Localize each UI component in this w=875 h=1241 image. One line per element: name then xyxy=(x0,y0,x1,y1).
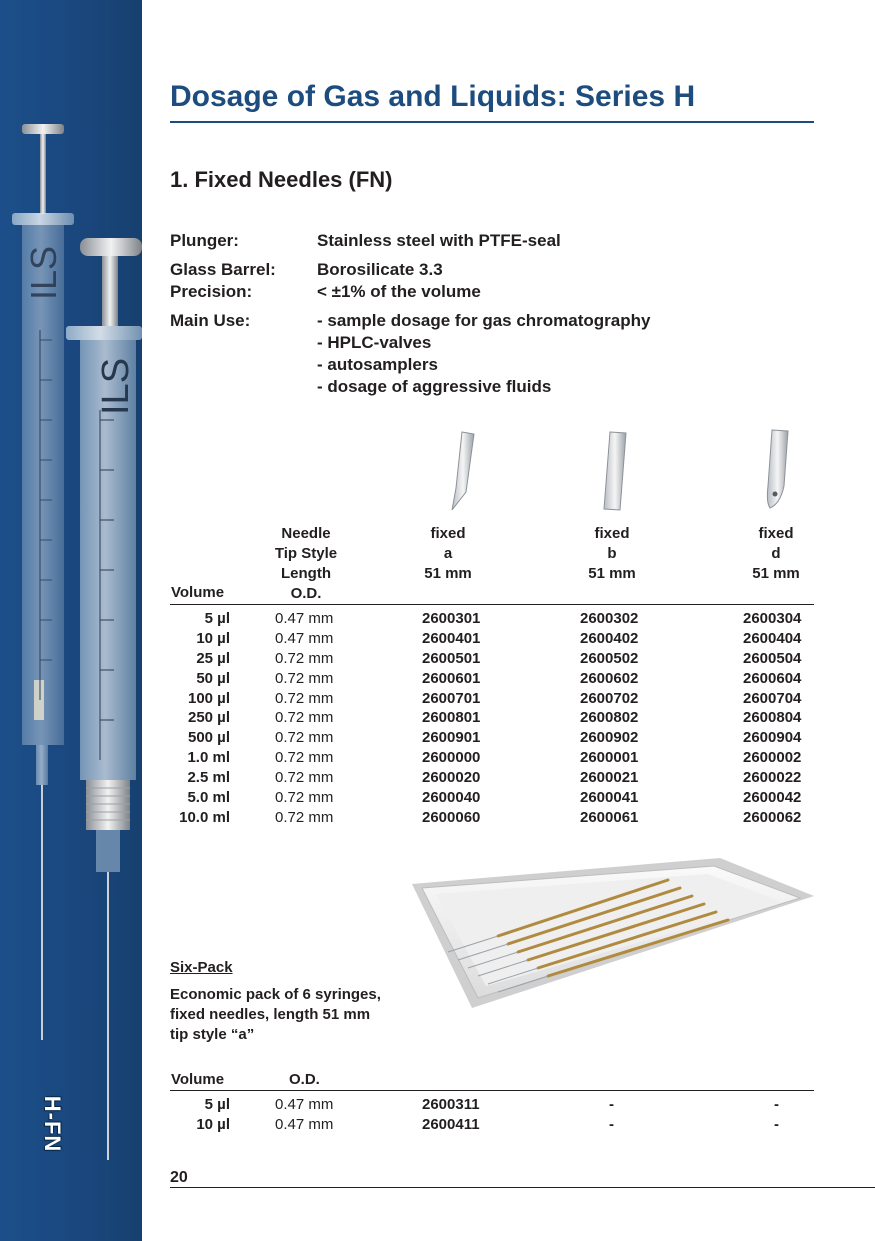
sidebar-band xyxy=(0,0,142,1241)
plunger-label: Plunger: xyxy=(170,231,239,250)
needle-header: Needle Tip Style Length O.D. xyxy=(274,525,338,602)
six-pack-desc: tip style “a” xyxy=(170,1026,255,1043)
series-label: H-FN xyxy=(40,1095,65,1153)
plunger-value: Stainless steel with PTFE-seal xyxy=(317,231,561,250)
col-a-header: fixed a 51 mm xyxy=(424,525,472,582)
svg-text:ILS: ILS xyxy=(95,357,137,415)
barrel-value: Borosilicate 3.3 xyxy=(317,260,443,279)
main-use-item: - autosamplers xyxy=(317,355,438,374)
main-use-label: Main Use: xyxy=(170,311,251,330)
syringe-illustration xyxy=(0,0,142,1241)
precision-value: < ±1% of the volume xyxy=(317,282,481,301)
main-use-item: - sample dosage for gas chromatography xyxy=(317,311,651,330)
six-pack-desc: Economic pack of 6 syringes, xyxy=(170,986,381,1003)
tip-style-d-icon xyxy=(762,428,792,510)
section-heading: 1. Fixed Needles (FN) xyxy=(170,167,393,192)
footer-divider xyxy=(170,1187,875,1188)
title-divider xyxy=(170,121,814,123)
table-divider xyxy=(170,604,814,605)
tip-style-b-icon xyxy=(600,430,630,512)
main-use-item: - HPLC-valves xyxy=(317,333,432,352)
tip-style-a-icon xyxy=(448,430,478,512)
six-pack-volume-header: Volume xyxy=(171,1071,225,1088)
precision-label: Precision: xyxy=(170,282,253,301)
col-d-header: fixed d 51 mm xyxy=(752,525,800,582)
page-number: 20 xyxy=(170,1169,188,1186)
volume-header: Volume xyxy=(171,584,225,601)
six-pack-title: Six-Pack xyxy=(170,959,233,976)
page-title: Dosage of Gas and Liquids: Series H xyxy=(170,80,696,113)
svg-text:ILS: ILS xyxy=(23,245,64,300)
six-pack-divider xyxy=(170,1090,814,1091)
six-pack-tray-image xyxy=(408,852,820,1012)
main-use-item: - dosage of aggressive fluids xyxy=(317,377,552,396)
six-pack-desc: fixed needles, length 51 mm xyxy=(170,1006,371,1023)
col-b-header: fixed b 51 mm xyxy=(588,525,636,582)
six-pack-od-header: O.D. xyxy=(289,1071,320,1088)
barrel-label: Glass Barrel: xyxy=(170,260,276,279)
